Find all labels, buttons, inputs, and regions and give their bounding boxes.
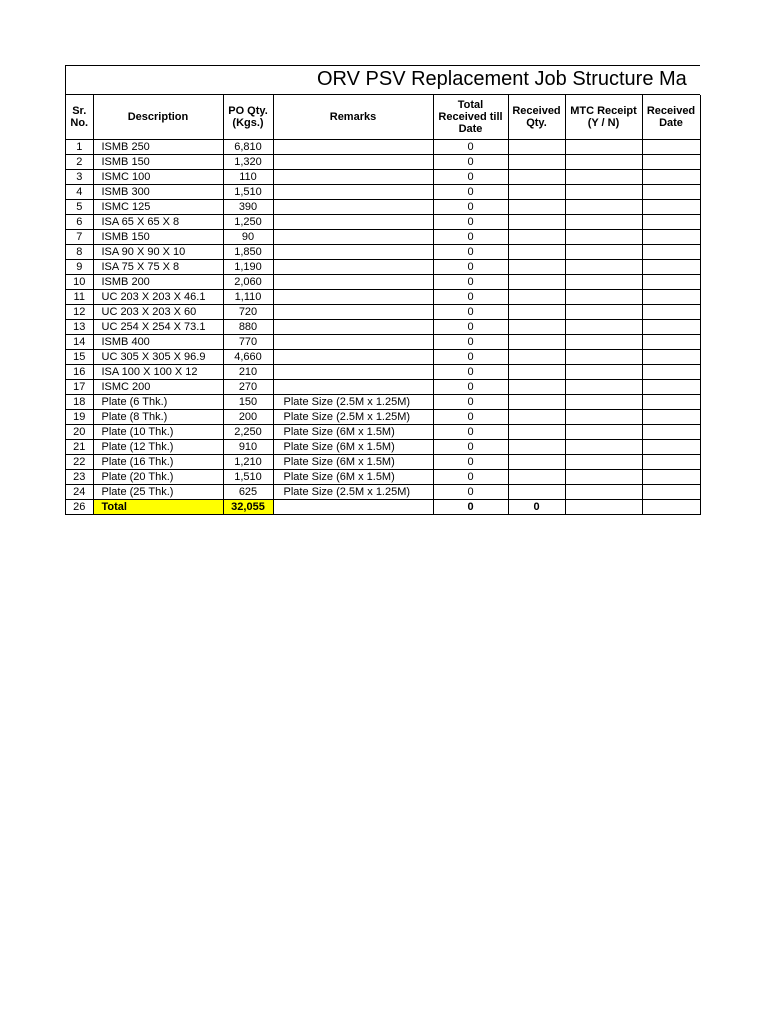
cell-mtc-receipt[interactable] [565,440,642,455]
cell-remarks [273,365,433,380]
cell-description: Plate (10 Thk.) [93,425,223,440]
cell-description: ISMB 150 [93,230,223,245]
table-row [66,140,700,155]
cell-description: Plate (25 Thk.) [93,485,223,500]
cell-description: Plate (8 Thk.) [93,410,223,425]
cell-po-qty: 4,660 [223,350,273,365]
cell-description: ISMB 150 [93,155,223,170]
col-remarks: Remarks [273,95,433,140]
cell-description: ISMB 200 [93,275,223,290]
table-row [66,380,700,395]
cell-sr-no: 6 [66,215,93,230]
cell-po-qty: 880 [223,320,273,335]
cell-received-date[interactable] [642,485,700,500]
cell-received-date[interactable] [642,290,700,305]
cell-total-received: 0 [433,140,508,155]
total-received-qty: 0 [508,500,565,515]
title-row [66,65,700,95]
cell-received-date[interactable] [642,185,700,200]
cell-received-date[interactable] [642,380,700,395]
cell-po-qty: 1,250 [223,215,273,230]
cell-description: ISMB 300 [93,185,223,200]
cell-po-qty: 1,210 [223,455,273,470]
cell-received-qty[interactable] [508,350,565,365]
cell-sr-no: 5 [66,200,93,215]
cell-total-received: 0 [433,455,508,470]
cell-received-qty[interactable] [508,485,565,500]
cell-sr-no: 7 [66,230,93,245]
table-row [66,245,700,260]
cell-sr-no: 15 [66,350,93,365]
header-row [66,95,700,140]
table-row [66,185,700,200]
cell-mtc-receipt[interactable] [565,395,642,410]
cell-total-received: 0 [433,485,508,500]
table-row [66,485,700,500]
cell-po-qty: 910 [223,440,273,455]
cell-received-date[interactable] [642,320,700,335]
cell-remarks: Plate Size (6M x 1.5M) [273,470,433,485]
cell-received-qty[interactable] [508,335,565,350]
table-row [66,365,700,380]
cell-description: ISA 90 X 90 X 10 [93,245,223,260]
cell-received-qty[interactable] [508,410,565,425]
cell-total-received: 0 [433,200,508,215]
cell-sr-no: 12 [66,305,93,320]
cell-mtc-receipt[interactable] [565,245,642,260]
table-row [66,455,700,470]
cell-received-qty[interactable] [508,320,565,335]
cell-received-qty[interactable] [508,455,565,470]
cell-received-date[interactable] [642,425,700,440]
cell-sr-no: 23 [66,470,93,485]
cell-received-qty[interactable] [508,290,565,305]
cell-sr-no: 9 [66,260,93,275]
cell-total-received: 0 [433,440,508,455]
total-received-till-date: 0 [433,500,508,515]
cell-received-date[interactable] [642,470,700,485]
cell-received-date[interactable] [642,305,700,320]
cell-sr-no: 18 [66,395,93,410]
cell-received-qty[interactable] [508,275,565,290]
cell-po-qty: 625 [223,485,273,500]
cell-received-date[interactable] [642,395,700,410]
cell-mtc-receipt[interactable] [565,305,642,320]
cell-sr-no: 8 [66,245,93,260]
cell-sr-no: 2 [66,155,93,170]
total-date-cell[interactable] [642,500,700,515]
cell-total-received: 0 [433,380,508,395]
cell-mtc-receipt[interactable] [565,230,642,245]
table-row [66,335,700,350]
cell-description: ISMC 200 [93,380,223,395]
cell-received-qty[interactable] [508,440,565,455]
table-row [66,350,700,365]
cell-po-qty: 1,190 [223,260,273,275]
cell-remarks [273,335,433,350]
cell-total-received: 0 [433,245,508,260]
col-description: Description [93,95,223,140]
cell-description: ISMB 250 [93,140,223,155]
materials-table [66,95,701,515]
cell-received-qty[interactable] [508,155,565,170]
cell-received-date[interactable] [642,140,700,155]
cell-description: UC 254 X 254 X 73.1 [93,320,223,335]
cell-sr-no: 4 [66,185,93,200]
cell-po-qty: 110 [223,170,273,185]
cell-total-received: 0 [433,260,508,275]
cell-sr-no: 3 [66,170,93,185]
cell-received-qty[interactable] [508,140,565,155]
cell-remarks [273,260,433,275]
cell-po-qty: 270 [223,380,273,395]
cell-received-date[interactable] [642,365,700,380]
table-row [66,470,700,485]
cell-po-qty: 390 [223,200,273,215]
cell-description: UC 203 X 203 X 46.1 [93,290,223,305]
table-row [66,260,700,275]
col-mtc-receipt: MTC Receipt (Y / N) [565,95,642,140]
cell-received-date[interactable] [642,440,700,455]
cell-mtc-receipt[interactable] [565,380,642,395]
cell-remarks [273,215,433,230]
cell-total-received: 0 [433,470,508,485]
cell-sr-no: 17 [66,380,93,395]
cell-remarks: Plate Size (2.5M x 1.25M) [273,485,433,500]
cell-mtc-receipt[interactable] [565,455,642,470]
cell-mtc-receipt[interactable] [565,170,642,185]
cell-description: UC 203 X 203 X 60 [93,305,223,320]
cell-po-qty: 1,510 [223,185,273,200]
cell-received-date[interactable] [642,155,700,170]
cell-total-received: 0 [433,230,508,245]
cell-total-received: 0 [433,320,508,335]
cell-mtc-receipt[interactable] [565,320,642,335]
table-row [66,410,700,425]
table-row [66,440,700,455]
cell-total-received: 0 [433,170,508,185]
cell-po-qty: 150 [223,395,273,410]
cell-remarks: Plate Size (6M x 1.5M) [273,425,433,440]
cell-remarks: Plate Size (2.5M x 1.25M) [273,395,433,410]
cell-po-qty: 200 [223,410,273,425]
cell-remarks [273,380,433,395]
cell-received-qty[interactable] [508,395,565,410]
cell-po-qty: 1,320 [223,155,273,170]
cell-total-received: 0 [433,395,508,410]
cell-mtc-receipt[interactable] [565,290,642,305]
cell-remarks [273,185,433,200]
total-remarks-cell[interactable] [273,500,433,515]
total-mtc-cell[interactable] [565,500,642,515]
cell-total-received: 0 [433,215,508,230]
cell-remarks: Plate Size (6M x 1.5M) [273,455,433,470]
cell-mtc-receipt[interactable] [565,335,642,350]
table-row [66,320,700,335]
cell-mtc-receipt[interactable] [565,350,642,365]
cell-remarks [273,275,433,290]
cell-po-qty: 2,250 [223,425,273,440]
cell-sr-no: 21 [66,440,93,455]
sheet-title: ORV PSV Replacement Job Structure Ma [317,68,687,90]
cell-mtc-receipt[interactable] [565,140,642,155]
total-sr: 26 [66,500,93,515]
total-label: Total [93,500,223,515]
cell-mtc-receipt[interactable] [565,275,642,290]
total-po-qty: 32,055 [223,500,273,515]
cell-received-date[interactable] [642,200,700,215]
cell-received-qty[interactable] [508,185,565,200]
cell-remarks [273,200,433,215]
cell-remarks: Plate Size (2.5M x 1.25M) [273,410,433,425]
cell-received-date[interactable] [642,455,700,470]
cell-description: ISA 65 X 65 X 8 [93,215,223,230]
cell-sr-no: 20 [66,425,93,440]
cell-received-qty[interactable] [508,425,565,440]
cell-total-received: 0 [433,365,508,380]
cell-description: ISMC 125 [93,200,223,215]
cell-received-qty[interactable] [508,470,565,485]
cell-po-qty: 1,850 [223,245,273,260]
cell-description: ISMC 100 [93,170,223,185]
table-row [66,170,700,185]
cell-po-qty: 770 [223,335,273,350]
table-row [66,215,700,230]
col-po-qty: PO Qty. (Kgs.) [223,95,273,140]
cell-description: Plate (12 Thk.) [93,440,223,455]
col-received-date: Received Date [642,95,700,140]
cell-received-qty[interactable] [508,200,565,215]
cell-description: Plate (20 Thk.) [93,470,223,485]
cell-mtc-receipt[interactable] [565,185,642,200]
cell-po-qty: 720 [223,305,273,320]
cell-mtc-receipt[interactable] [565,215,642,230]
table-row [66,200,700,215]
cell-mtc-receipt[interactable] [565,260,642,275]
table-body [66,140,700,500]
cell-po-qty: 1,510 [223,470,273,485]
col-sr-no: Sr. No. [66,95,93,140]
cell-total-received: 0 [433,185,508,200]
col-total-received: Total Received till Date [433,95,508,140]
cell-remarks [273,245,433,260]
cell-sr-no: 14 [66,335,93,350]
table-row [66,155,700,170]
cell-sr-no: 1 [66,140,93,155]
cell-total-received: 0 [433,425,508,440]
cell-po-qty: 210 [223,365,273,380]
cell-received-date[interactable] [642,170,700,185]
cell-sr-no: 11 [66,290,93,305]
cell-received-date[interactable] [642,335,700,350]
cell-po-qty: 6,810 [223,140,273,155]
table-row [66,425,700,440]
table-row [66,230,700,245]
cell-description: UC 305 X 305 X 96.9 [93,350,223,365]
cell-sr-no: 22 [66,455,93,470]
cell-mtc-receipt[interactable] [565,470,642,485]
cell-mtc-receipt[interactable] [565,410,642,425]
cell-description: Plate (6 Thk.) [93,395,223,410]
cell-received-date[interactable] [642,260,700,275]
cell-sr-no: 13 [66,320,93,335]
cell-po-qty: 2,060 [223,275,273,290]
col-received-qty: Received Qty. [508,95,565,140]
cell-received-date[interactable] [642,410,700,425]
cell-mtc-receipt[interactable] [565,365,642,380]
cell-total-received: 0 [433,335,508,350]
cell-received-qty[interactable] [508,245,565,260]
cell-received-date[interactable] [642,245,700,260]
cell-description: ISA 100 X 100 X 12 [93,365,223,380]
cell-received-qty[interactable] [508,365,565,380]
cell-sr-no: 19 [66,410,93,425]
cell-sr-no: 24 [66,485,93,500]
table-row [66,290,700,305]
cell-received-qty[interactable] [508,380,565,395]
cell-remarks [273,290,433,305]
cell-remarks [273,350,433,365]
cell-received-qty[interactable] [508,305,565,320]
cell-mtc-receipt[interactable] [565,200,642,215]
cell-received-date[interactable] [642,275,700,290]
cell-mtc-receipt[interactable] [565,485,642,500]
cell-total-received: 0 [433,350,508,365]
cell-sr-no: 16 [66,365,93,380]
cell-received-date[interactable] [642,230,700,245]
cell-sr-no: 10 [66,275,93,290]
cell-description: ISMB 400 [93,335,223,350]
spreadsheet [65,65,700,515]
cell-mtc-receipt[interactable] [565,425,642,440]
table-row [66,305,700,320]
cell-received-qty[interactable] [508,215,565,230]
cell-description: ISA 75 X 75 X 8 [93,260,223,275]
cell-remarks [273,320,433,335]
cell-total-received: 0 [433,290,508,305]
total-row [66,500,700,515]
cell-total-received: 0 [433,305,508,320]
cell-remarks [273,155,433,170]
cell-received-date[interactable] [642,350,700,365]
table-row [66,395,700,410]
cell-received-qty[interactable] [508,230,565,245]
cell-received-qty[interactable] [508,170,565,185]
cell-received-date[interactable] [642,215,700,230]
cell-total-received: 0 [433,275,508,290]
cell-po-qty: 90 [223,230,273,245]
table-row [66,275,700,290]
cell-remarks [273,170,433,185]
cell-remarks [273,305,433,320]
cell-mtc-receipt[interactable] [565,155,642,170]
cell-po-qty: 1,110 [223,290,273,305]
cell-total-received: 0 [433,155,508,170]
cell-remarks [273,230,433,245]
cell-description: Plate (16 Thk.) [93,455,223,470]
cell-remarks: Plate Size (6M x 1.5M) [273,440,433,455]
cell-received-qty[interactable] [508,260,565,275]
cell-total-received: 0 [433,410,508,425]
cell-remarks [273,140,433,155]
